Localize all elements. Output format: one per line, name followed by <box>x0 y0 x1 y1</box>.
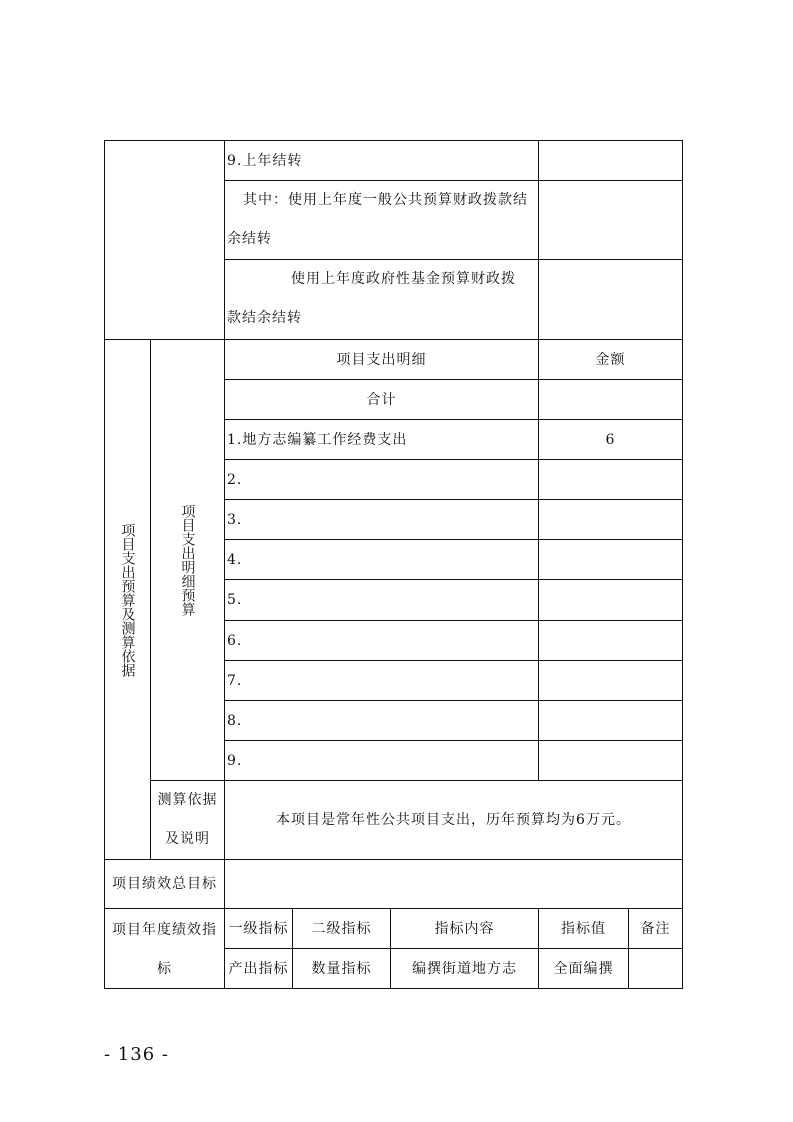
detail-row-label: 9. <box>227 752 243 769</box>
inner-section-label: 项目支出明细预算 <box>179 504 196 616</box>
calc-basis-text: 本项目是常年性公共项目支出，历年预算均为6万元。 <box>276 812 631 828</box>
detail-row-label: 6. <box>227 632 243 649</box>
total-value <box>539 380 682 419</box>
detail-row-amount <box>539 580 682 620</box>
fund-budget-line2: 款结余结转 <box>227 310 302 326</box>
detail-row-amount <box>539 460 682 499</box>
page-number: - 136 - <box>104 1044 169 1065</box>
detail-row-label: 3. <box>227 511 243 528</box>
outer-section-label: 项目支出预算及测算依据 <box>119 522 136 677</box>
detail-row-amount <box>539 741 682 780</box>
table-bottom-border <box>104 988 683 989</box>
carryover-label: 9.上年结转 <box>227 152 303 169</box>
indicator-note <box>629 949 682 988</box>
inner-section-label-cell <box>151 340 224 780</box>
fund-budget-line1: 使用上年度政府性基金预算财政拨 <box>291 271 516 287</box>
detail-header-item: 项目支出明细 <box>336 351 427 368</box>
indicators-label-cell <box>105 909 224 988</box>
indicator-level2: 数量指标 <box>311 960 372 977</box>
indicator-content: 编撰街道地方志 <box>412 960 517 977</box>
detail-header-amount: 金额 <box>595 351 626 368</box>
general-budget-line1: 其中：使用上年度一般公共预算财政拨款结 <box>243 192 528 208</box>
indicator-header-level2: 二级指标 <box>311 920 372 937</box>
detail-row-label: 5. <box>227 592 243 608</box>
table-right-border <box>682 140 683 989</box>
general-budget-cell <box>225 181 538 259</box>
indicator-header-value: 指标值 <box>561 920 606 937</box>
indicator-value: 全面编撰 <box>553 960 614 977</box>
calc-basis-label-line1: 测算依据 <box>157 792 218 808</box>
total-label: 合计 <box>366 391 397 408</box>
general-budget-line2: 余结转 <box>227 231 272 247</box>
indicator-header-content: 指标内容 <box>434 920 495 937</box>
grid-line <box>538 140 539 339</box>
detail-row-amount <box>539 661 682 700</box>
fund-budget-cell <box>225 260 538 339</box>
detail-row-amount <box>539 540 682 579</box>
indicator-header-level1: 一级指标 <box>228 920 289 937</box>
indicator-level1: 产出指标 <box>228 960 289 977</box>
goal-label: 项目绩效总目标 <box>112 876 217 892</box>
detail-row-label: 2. <box>227 471 243 488</box>
detail-row-amount: 6 <box>605 431 616 448</box>
detail-row-amount <box>539 621 682 660</box>
indicator-header-note: 备注 <box>640 920 671 937</box>
detail-row-label: 1.地方志编纂工作经费支出 <box>227 431 408 448</box>
detail-row-amount <box>539 500 682 539</box>
detail-row-label: 4. <box>227 551 243 568</box>
detail-row-label: 7. <box>227 672 243 689</box>
calc-basis-label-cell <box>151 781 224 859</box>
goal-value <box>225 860 682 908</box>
detail-row-amount <box>539 701 682 740</box>
indicators-label-line1: 项目年度绩效指 <box>112 922 217 938</box>
outer-section-label-cell <box>105 340 150 859</box>
indicators-label-line2: 标 <box>157 961 172 977</box>
detail-row-label: 8. <box>227 712 243 729</box>
calc-basis-label-line2: 及说明 <box>165 831 210 847</box>
